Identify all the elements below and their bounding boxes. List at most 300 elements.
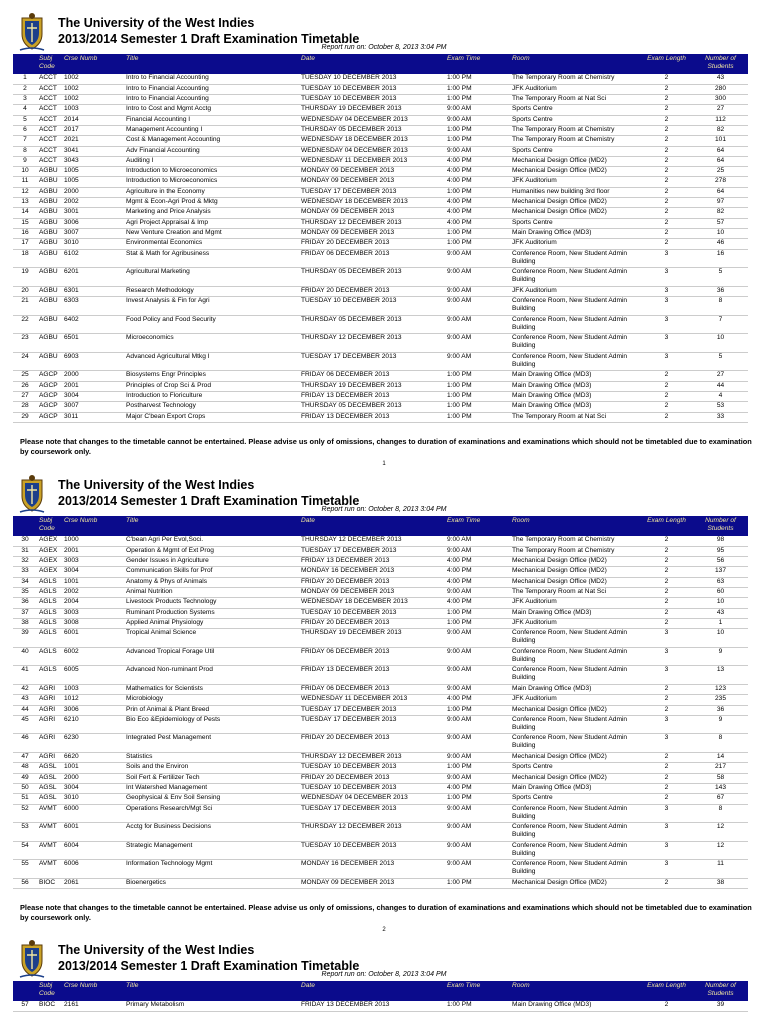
cell-subj: AGRI (37, 734, 62, 753)
cell-time: 4:00 PM (445, 695, 510, 705)
table-row (13, 105, 748, 115)
table-row (13, 763, 748, 773)
cell-title: Strategic Management (124, 841, 299, 860)
cell-date: TUESDAY 10 DECEMBER 2013 (299, 95, 445, 105)
cell-room: Conference Room, New Student Admin Building (510, 860, 640, 879)
table-row (13, 557, 748, 567)
cell-length: 3 (640, 352, 693, 371)
cell-crse: 6230 (62, 734, 124, 753)
cell-length: 2 (640, 1001, 693, 1011)
cell-length: 2 (640, 878, 693, 888)
cell-length: 3 (640, 249, 693, 268)
cell-date: THURSDAY 12 DECEMBER 2013 (299, 753, 445, 763)
table-row (13, 715, 748, 734)
cell-students: 67 (693, 794, 748, 804)
cell-time: 9:00 AM (445, 315, 510, 334)
cell-length: 3 (640, 715, 693, 734)
cell-num: 54 (13, 841, 37, 860)
cell-room: Humanities new building 3rd floor (510, 187, 640, 197)
cell-title: Intro to Cost and Mgmt Acctg (124, 105, 299, 115)
cell-room: Sports Centre (510, 763, 640, 773)
cell-date: THURSDAY 19 DECEMBER 2013 (299, 105, 445, 115)
exam-timetable-table (13, 981, 748, 1012)
cell-subj: AGLS (37, 577, 62, 587)
cell-length: 2 (640, 136, 693, 146)
cell-title: Statistics (124, 753, 299, 763)
column-header-students: Number of Students (693, 981, 748, 1001)
table-row (13, 753, 748, 763)
cell-crse: 3007 (62, 228, 124, 238)
cell-title: New Venture Creation and Mgmt (124, 228, 299, 238)
cell-crse: 1003 (62, 105, 124, 115)
cell-date: FRIDAY 20 DECEMBER 2013 (299, 734, 445, 753)
cell-date: TUESDAY 17 DECEMBER 2013 (299, 804, 445, 823)
cell-room: Conference Room, New Student Admin Building (510, 249, 640, 268)
cell-room: Main Drawing Office (MD3) (510, 684, 640, 694)
table-row (13, 536, 748, 546)
cell-room: The Temporary Room at Chemistry (510, 536, 640, 546)
cell-date: FRIDAY 13 DECEMBER 2013 (299, 1001, 445, 1011)
cell-crse: 6102 (62, 249, 124, 268)
cell-subj: ACCT (37, 95, 62, 105)
cell-students: 98 (693, 536, 748, 546)
table-header-row (13, 516, 748, 536)
cell-date: WEDNESDAY 11 DECEMBER 2013 (299, 695, 445, 705)
cell-length: 2 (640, 412, 693, 422)
cell-num: 29 (13, 412, 37, 422)
cell-date: MONDAY 09 DECEMBER 2013 (299, 208, 445, 218)
column-header-title: Title (124, 981, 299, 1001)
cell-subj: AGBU (37, 352, 62, 371)
column-header-crse: Crse Numb (62, 516, 124, 536)
cell-students: 46 (693, 239, 748, 249)
cell-title: Agricultural Marketing (124, 268, 299, 287)
cell-title: Anatomy & Phys of Animals (124, 577, 299, 587)
cell-date: FRIDAY 06 DECEMBER 2013 (299, 684, 445, 694)
cell-date: TUESDAY 17 DECEMBER 2013 (299, 352, 445, 371)
cell-num: 45 (13, 715, 37, 734)
cell-num: 41 (13, 666, 37, 685)
cell-time: 1:00 PM (445, 125, 510, 135)
cell-time: 1:00 PM (445, 371, 510, 381)
cell-length: 2 (640, 684, 693, 694)
cell-date: TUESDAY 10 DECEMBER 2013 (299, 763, 445, 773)
cell-subj: AVMT (37, 841, 62, 860)
table-row (13, 783, 748, 793)
cell-num: 33 (13, 567, 37, 577)
cell-length: 2 (640, 567, 693, 577)
cell-students: 300 (693, 95, 748, 105)
cell-date: THURSDAY 19 DECEMBER 2013 (299, 629, 445, 648)
cell-length: 2 (640, 228, 693, 238)
cell-subj: AGLS (37, 587, 62, 597)
cell-time: 1:00 PM (445, 74, 510, 84)
cell-time: 9:00 AM (445, 115, 510, 125)
cell-num: 35 (13, 587, 37, 597)
cell-num: 15 (13, 218, 37, 228)
university-name: The University of the West Indies (58, 943, 255, 957)
cell-time: 1:00 PM (445, 608, 510, 618)
cell-subj: AGLS (37, 647, 62, 666)
cell-subj: AGBU (37, 198, 62, 208)
cell-num: 57 (13, 1001, 37, 1011)
cell-subj: BIOC (37, 1001, 62, 1011)
cell-room: Mechanical Design Office (MD2) (510, 567, 640, 577)
cell-subj: AVMT (37, 860, 62, 879)
cell-length: 2 (640, 753, 693, 763)
table-row (13, 218, 748, 228)
cell-title: Microbiology (124, 695, 299, 705)
cell-students: 60 (693, 587, 748, 597)
document-title: 2013/2014 Semester 1 Draft Examination Timetable (58, 32, 360, 46)
cell-date: MONDAY 09 DECEMBER 2013 (299, 878, 445, 888)
cell-students: 5 (693, 268, 748, 287)
cell-students: 64 (693, 187, 748, 197)
table-row (13, 125, 748, 135)
cell-crse: 2000 (62, 371, 124, 381)
cell-time: 9:00 AM (445, 146, 510, 156)
cell-crse: 3003 (62, 608, 124, 618)
cell-length: 2 (640, 773, 693, 783)
cell-time: 1:00 PM (445, 763, 510, 773)
cell-students: 36 (693, 705, 748, 715)
cell-length: 2 (640, 84, 693, 94)
cell-crse: 6004 (62, 841, 124, 860)
cell-title: Applied Animal Physiology (124, 618, 299, 628)
table-row (13, 334, 748, 353)
cell-title: Information Technology Mgmt (124, 860, 299, 879)
cell-title: Advanced Tropical Forage Util (124, 647, 299, 666)
cell-length: 2 (640, 105, 693, 115)
cell-num: 18 (13, 249, 37, 268)
cell-length: 3 (640, 841, 693, 860)
cell-num: 22 (13, 315, 37, 334)
cell-length: 2 (640, 577, 693, 587)
cell-room: The Temporary Room at Nat Sci (510, 587, 640, 597)
column-header-length: Exam Length (640, 516, 693, 536)
cell-num: 40 (13, 647, 37, 666)
cell-crse: 3007 (62, 402, 124, 412)
cell-crse: 1001 (62, 577, 124, 587)
cell-room: Sports Centre (510, 105, 640, 115)
cell-num: 3 (13, 95, 37, 105)
cell-students: 137 (693, 567, 748, 577)
cell-num: 13 (13, 198, 37, 208)
cell-students: 12 (693, 841, 748, 860)
cell-date: WEDNESDAY 04 DECEMBER 2013 (299, 146, 445, 156)
cell-subj: AGCP (37, 402, 62, 412)
cell-room: Mechanical Design Office (MD2) (510, 577, 640, 587)
cell-time: 4:00 PM (445, 208, 510, 218)
cell-title: Livestock Products Technology (124, 598, 299, 608)
cell-subj: AGBU (37, 208, 62, 218)
column-header-room: Room (510, 981, 640, 1001)
cell-num: 32 (13, 557, 37, 567)
column-header-num (13, 981, 37, 1001)
cell-room: Conference Room, New Student Admin Building (510, 334, 640, 353)
cell-length: 2 (640, 546, 693, 556)
cell-subj: AGEX (37, 567, 62, 577)
cell-room: Mechanical Design Office (MD2) (510, 156, 640, 166)
cell-date: WEDNESDAY 18 DECEMBER 2013 (299, 598, 445, 608)
cell-room: Sports Centre (510, 794, 640, 804)
cell-crse: 2021 (62, 136, 124, 146)
cell-date: MONDAY 09 DECEMBER 2013 (299, 177, 445, 187)
cell-num: 51 (13, 794, 37, 804)
cell-subj: AGSL (37, 794, 62, 804)
cell-students: 10 (693, 629, 748, 648)
cell-title: Agri Project Appraisal & Imp (124, 218, 299, 228)
cell-crse: 6005 (62, 666, 124, 685)
cell-room: Sports Centre (510, 146, 640, 156)
cell-num: 14 (13, 208, 37, 218)
cell-title: Invest Analysis & Fin for Agri (124, 297, 299, 316)
cell-num: 52 (13, 804, 37, 823)
table-row (13, 268, 748, 287)
cell-students: 82 (693, 208, 748, 218)
table-row (13, 1001, 748, 1011)
cell-length: 2 (640, 115, 693, 125)
report-run-date: Report run on: October 8, 2013 3:04 PM (321, 971, 447, 978)
cell-crse: 1003 (62, 684, 124, 694)
cell-subj: AGLS (37, 666, 62, 685)
table-row (13, 577, 748, 587)
cell-date: FRIDAY 20 DECEMBER 2013 (299, 239, 445, 249)
column-header-length: Exam Length (640, 54, 693, 74)
cell-title: Advanced Non-ruminant Prod (124, 666, 299, 685)
cell-room: Main Drawing Office (MD3) (510, 608, 640, 618)
cell-time: 9:00 AM (445, 734, 510, 753)
cell-num: 55 (13, 860, 37, 879)
cell-crse: 1001 (62, 763, 124, 773)
cell-title: Geophysical & Env Soil Sensing (124, 794, 299, 804)
cell-num: 43 (13, 695, 37, 705)
cell-time: 9:00 AM (445, 105, 510, 115)
cell-crse: 1000 (62, 536, 124, 546)
cell-students: 10 (693, 228, 748, 238)
cell-time: 9:00 AM (445, 773, 510, 783)
column-header-crse: Crse Numb (62, 981, 124, 1001)
cell-crse: 2000 (62, 187, 124, 197)
cell-title: Mgmt & Econ-Agri Prod & Mktg (124, 198, 299, 208)
cell-length: 3 (640, 268, 693, 287)
cell-title: Operation & Mgmt of Ext Prog (124, 546, 299, 556)
cell-crse: 6501 (62, 334, 124, 353)
cell-date: FRIDAY 20 DECEMBER 2013 (299, 286, 445, 296)
table-row (13, 297, 748, 316)
cell-students: 5 (693, 352, 748, 371)
cell-subj: AGBU (37, 249, 62, 268)
cell-title: Integrated Pest Management (124, 734, 299, 753)
cell-subj: AGBU (37, 187, 62, 197)
cell-room: Sports Centre (510, 218, 640, 228)
cell-length: 2 (640, 598, 693, 608)
cell-length: 2 (640, 146, 693, 156)
cell-subj: AGCP (37, 392, 62, 402)
cell-subj: AGRI (37, 715, 62, 734)
cell-date: TUESDAY 10 DECEMBER 2013 (299, 841, 445, 860)
cell-num: 48 (13, 763, 37, 773)
cell-num: 42 (13, 684, 37, 694)
cell-length: 3 (640, 629, 693, 648)
cell-subj: AGCP (37, 371, 62, 381)
cell-date: TUESDAY 10 DECEMBER 2013 (299, 783, 445, 793)
cell-title: Microeconomics (124, 334, 299, 353)
cell-title: Stat & Math for Agribusiness (124, 249, 299, 268)
cell-num: 56 (13, 878, 37, 888)
cell-time: 9:00 AM (445, 666, 510, 685)
cell-crse: 3004 (62, 783, 124, 793)
cell-students: 123 (693, 684, 748, 694)
table-row (13, 684, 748, 694)
cell-length: 2 (640, 587, 693, 597)
table-row (13, 629, 748, 648)
cell-crse: 3006 (62, 218, 124, 228)
cell-crse: 3003 (62, 557, 124, 567)
cell-length: 2 (640, 381, 693, 391)
timetable-note: Please note that changes to the timetable cannot be entertained. Please advise us only of omissions, changes to duration of examinations and examinations which should not be timetabled due to examination by coursework only. (20, 437, 752, 456)
cell-students: 16 (693, 249, 748, 268)
cell-students: 13 (693, 666, 748, 685)
cell-title: Major C'bean Export Crops (124, 412, 299, 422)
cell-num: 11 (13, 177, 37, 187)
cell-num: 19 (13, 268, 37, 287)
cell-title: Postharvest Technology (124, 402, 299, 412)
cell-time: 9:00 AM (445, 249, 510, 268)
cell-num: 12 (13, 187, 37, 197)
cell-crse: 2000 (62, 773, 124, 783)
cell-crse: 1012 (62, 695, 124, 705)
cell-subj: AGCP (37, 412, 62, 422)
cell-time: 4:00 PM (445, 218, 510, 228)
cell-crse: 3041 (62, 146, 124, 156)
cell-room: JFK Auditorium (510, 239, 640, 249)
cell-subj: AGSL (37, 763, 62, 773)
cell-crse: 2001 (62, 546, 124, 556)
table-row (13, 156, 748, 166)
cell-crse: 6303 (62, 297, 124, 316)
cell-title: Introduction to Floriculture (124, 392, 299, 402)
cell-students: 280 (693, 84, 748, 94)
cell-subj: AGBU (37, 268, 62, 287)
table-row (13, 392, 748, 402)
cell-crse: 3004 (62, 392, 124, 402)
cell-students: 112 (693, 115, 748, 125)
cell-room: The Temporary Room at Chemistry (510, 546, 640, 556)
cell-time: 4:00 PM (445, 177, 510, 187)
table-row (13, 841, 748, 860)
cell-num: 24 (13, 352, 37, 371)
cell-students: 101 (693, 136, 748, 146)
column-header-title: Title (124, 54, 299, 74)
cell-room: Mechanical Design Office (MD2) (510, 878, 640, 888)
cell-num: 5 (13, 115, 37, 125)
cell-students: 9 (693, 715, 748, 734)
cell-num: 30 (13, 536, 37, 546)
cell-length: 2 (640, 371, 693, 381)
column-header-date: Date (299, 54, 445, 74)
cell-crse: 1002 (62, 74, 124, 84)
cell-length: 2 (640, 95, 693, 105)
page-number: 1 (382, 461, 386, 467)
cell-time: 9:00 AM (445, 546, 510, 556)
cell-date: TUESDAY 10 DECEMBER 2013 (299, 297, 445, 316)
cell-crse: 6402 (62, 315, 124, 334)
cell-title: Management Accounting I (124, 125, 299, 135)
cell-students: 278 (693, 177, 748, 187)
cell-date: FRIDAY 13 DECEMBER 2013 (299, 412, 445, 422)
cell-date: FRIDAY 20 DECEMBER 2013 (299, 773, 445, 783)
cell-subj: AGRI (37, 695, 62, 705)
cell-date: TUESDAY 17 DECEMBER 2013 (299, 705, 445, 715)
cell-time: 9:00 AM (445, 684, 510, 694)
cell-num: 26 (13, 381, 37, 391)
cell-length: 3 (640, 286, 693, 296)
cell-date: FRIDAY 13 DECEMBER 2013 (299, 666, 445, 685)
cell-students: 9 (693, 647, 748, 666)
cell-students: 8 (693, 734, 748, 753)
column-header-students: Number of Students (693, 54, 748, 74)
cell-subj: BIOC (37, 878, 62, 888)
cell-date: THURSDAY 12 DECEMBER 2013 (299, 218, 445, 228)
table-row (13, 136, 748, 146)
cell-time: 4:00 PM (445, 598, 510, 608)
cell-date: WEDNESDAY 18 DECEMBER 2013 (299, 136, 445, 146)
cell-num: 20 (13, 286, 37, 296)
table-row (13, 860, 748, 879)
cell-room: Conference Room, New Student Admin Building (510, 666, 640, 685)
cell-room: Conference Room, New Student Admin Building (510, 629, 640, 648)
table-row (13, 371, 748, 381)
table-row (13, 198, 748, 208)
cell-students: 25 (693, 167, 748, 177)
cell-date: THURSDAY 05 DECEMBER 2013 (299, 315, 445, 334)
cell-crse: 6001 (62, 629, 124, 648)
cell-date: TUESDAY 17 DECEMBER 2013 (299, 715, 445, 734)
table-row (13, 794, 748, 804)
cell-num: 10 (13, 167, 37, 177)
cell-title: Adv Financial Accounting (124, 146, 299, 156)
cell-students: 14 (693, 753, 748, 763)
cell-time: 9:00 AM (445, 647, 510, 666)
cell-students: 39 (693, 1001, 748, 1011)
cell-crse: 2002 (62, 198, 124, 208)
cell-date: FRIDAY 20 DECEMBER 2013 (299, 577, 445, 587)
cell-title: Environmental Economics (124, 239, 299, 249)
table-row (13, 115, 748, 125)
cell-subj: AGLS (37, 608, 62, 618)
cell-length: 2 (640, 608, 693, 618)
cell-crse: 1005 (62, 177, 124, 187)
table-row (13, 146, 748, 156)
cell-length: 2 (640, 156, 693, 166)
cell-date: WEDNESDAY 18 DECEMBER 2013 (299, 198, 445, 208)
cell-crse: 6002 (62, 647, 124, 666)
cell-date: THURSDAY 12 DECEMBER 2013 (299, 334, 445, 353)
cell-crse: 6903 (62, 352, 124, 371)
cell-subj: AGBU (37, 228, 62, 238)
cell-room: Conference Room, New Student Admin Building (510, 647, 640, 666)
cell-crse: 6001 (62, 823, 124, 842)
cell-length: 3 (640, 734, 693, 753)
cell-num: 39 (13, 629, 37, 648)
document-title: 2013/2014 Semester 1 Draft Examination Timetable (58, 494, 360, 508)
cell-students: 44 (693, 381, 748, 391)
cell-students: 7 (693, 315, 748, 334)
cell-time: 9:00 AM (445, 860, 510, 879)
cell-time: 4:00 PM (445, 557, 510, 567)
cell-crse: 6006 (62, 860, 124, 879)
